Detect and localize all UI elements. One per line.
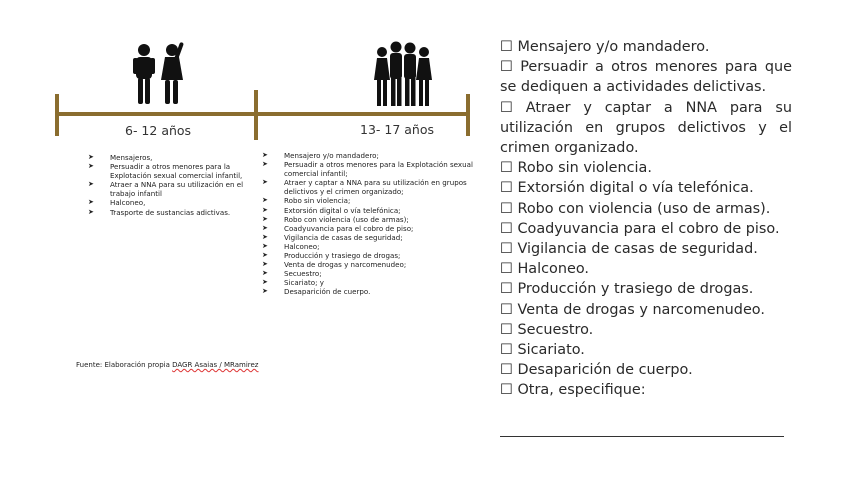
source-authors: DAGR Asaias / MRamirez	[172, 361, 259, 369]
list-item: ➤ Halconeo,	[88, 198, 258, 207]
list-item: ➤ Sicariato; y	[262, 278, 474, 287]
checklist-item[interactable]: ☐ Halconeo.	[500, 259, 792, 279]
source-caption	[76, 361, 258, 369]
list-item: ➤ Robo con violencia (uso de armas);	[262, 215, 474, 224]
list-item: ➤ Halconeo;	[262, 242, 474, 251]
list-item: ➤ Desaparición de cuerpo.	[262, 287, 474, 296]
list-item: ➤ Persuadir a otros menores para la Explotación sexual comercial infantil;	[262, 160, 474, 178]
checklist-item[interactable]: ☐ Coadyuvancia para el cobro de piso.	[500, 219, 792, 239]
list-item: ➤ Persuadir a otros menores para la Explotación sexual comercial infantil,	[88, 162, 258, 180]
timeline-bar	[55, 112, 469, 116]
checklist-item[interactable]: ☐ Extorsión digital o vía telefónica.	[500, 178, 792, 198]
list-item: ➤ Atraer a NNA para su utilización en el trabajo infantil	[88, 180, 258, 198]
timeline-tick	[466, 94, 470, 136]
list-item: ➤ Trasporte de sustancias adictivas.	[88, 208, 258, 217]
age-group-label: 6- 12 años	[125, 123, 192, 138]
list-item: ➤ Coadyuvancia para el cobro de piso;	[262, 224, 474, 233]
checklist-item[interactable]: ☐ Producción y trasiego de drogas.	[500, 279, 792, 299]
list-item: ➤ Extorsión digital o vía telefónica;	[262, 206, 474, 215]
checklist-item[interactable]: ☐ Venta de drogas y narcomenudeo.	[500, 300, 792, 320]
children-silhouette-icon	[125, 40, 195, 106]
activities-list-6-12	[88, 153, 258, 217]
list-item: ➤ Vigilancia de casas de seguridad;	[262, 233, 474, 242]
list-item: ➤ Robo sin violencia;	[262, 196, 474, 205]
timeline-tick	[55, 94, 59, 136]
age-group-label: 13- 17 años	[360, 122, 435, 137]
source-prefix: Fuente: Elaboración propia	[76, 361, 170, 369]
checklist-item[interactable]: ☐ Robo sin violencia.	[500, 158, 792, 178]
list-item: ➤ Venta de drogas y narcomenudeo;	[262, 260, 474, 269]
activities-list-13-17	[262, 151, 474, 297]
checklist-item[interactable]: ☐ Desaparición de cuerpo.	[500, 360, 792, 380]
list-item: ➤ Mensajeros,	[88, 153, 258, 162]
checklist-item[interactable]: ☐ Mensajero y/o mandadero.	[500, 37, 792, 57]
checklist-item[interactable]: ☐ Persuadir a otros menores para que se dediquen a actividades delictivas.	[500, 57, 792, 97]
list-item: ➤ Secuestro;	[262, 269, 474, 278]
checklist	[500, 37, 792, 401]
timeline-tick	[254, 90, 258, 140]
list-item: ➤ Producción y trasiego de drogas;	[262, 251, 474, 260]
checklist-item[interactable]: ☐ Sicariato.	[500, 340, 792, 360]
checklist-item[interactable]: ☐ Robo con violencia (uso de armas).	[500, 199, 792, 219]
checklist-item-other[interactable]: ☐ Otra, especifique:	[500, 380, 792, 400]
teens-silhouette-icon	[372, 40, 434, 108]
specify-answer-line[interactable]	[500, 436, 784, 437]
checklist-item[interactable]: ☐ Atraer y captar a NNA para su utilización en grupos delictivos y el crimen organizado.	[500, 98, 792, 159]
list-item: ➤ Mensajero y/o mandadero;	[262, 151, 474, 160]
checklist-item[interactable]: ☐ Secuestro.	[500, 320, 792, 340]
checklist-item[interactable]: ☐ Vigilancia de casas de seguridad.	[500, 239, 792, 259]
list-item: ➤ Atraer y captar a NNA para su utilización en grupos delictivos y el crimen organizado;	[262, 178, 474, 196]
